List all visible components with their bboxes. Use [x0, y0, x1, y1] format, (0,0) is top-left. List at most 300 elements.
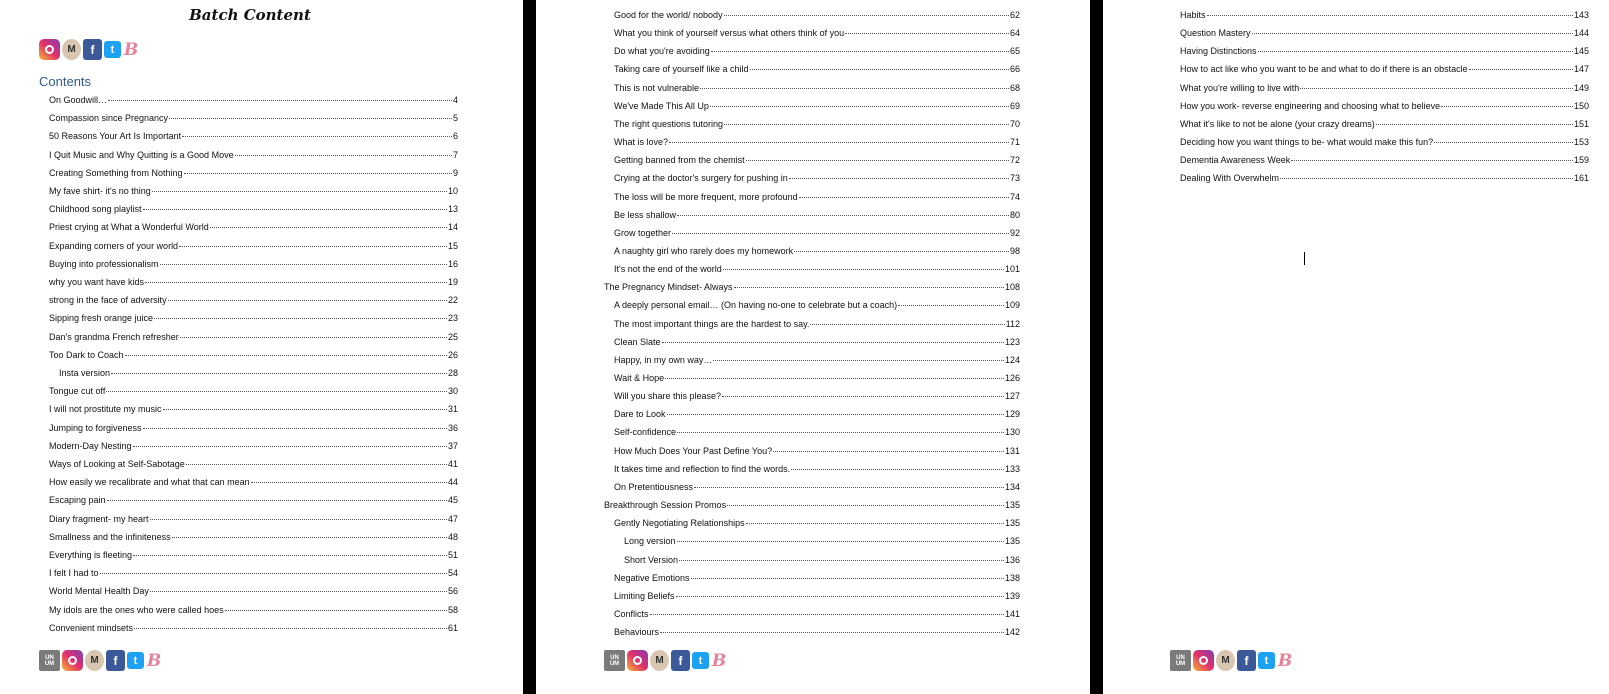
toc-entry-page-number: 145 [1573, 46, 1589, 57]
toc-leader-dots [679, 560, 1004, 561]
unum-icon[interactable] [1170, 650, 1191, 671]
toc-entry-title: What you think of yourself versus what others think of you [614, 28, 845, 39]
toc-entry[interactable] [49, 458, 458, 470]
unum-label-top: UN [1176, 654, 1185, 661]
toc-entry[interactable] [614, 100, 1020, 112]
mailchimp-icon[interactable]: M [85, 650, 104, 671]
toc-entry[interactable] [49, 513, 458, 525]
toc-entry[interactable] [1180, 172, 1589, 184]
toc-entry[interactable] [49, 130, 458, 142]
toc-entry-title: The Pregnancy Mindset- Always [604, 282, 733, 293]
toc-entry[interactable] [614, 9, 1020, 21]
toc-entry-page-number: 92 [1009, 227, 1020, 238]
toc-entry-title: Insta version [59, 368, 111, 378]
toc-entry-page-number: 9 [452, 167, 458, 178]
toc-entry-title: Question Mastery [1180, 28, 1251, 39]
toc-entry-page-number: 41 [447, 459, 458, 469]
toc-entry-title: How to act like who you want to be and what to do if there is an obstacle [1180, 64, 1468, 75]
unum-label-top: UN [45, 654, 54, 661]
toc-leader-dots [694, 487, 1004, 488]
toc-entry-title: Convenient mindsets [49, 622, 134, 633]
toc-entry[interactable] [49, 276, 458, 288]
toc-entry-title: Habits [1180, 10, 1206, 20]
toc-entry-page-number: 142 [1004, 627, 1020, 638]
toc-entry[interactable] [1180, 27, 1589, 39]
toc-entry[interactable] [49, 349, 458, 361]
toc-entry[interactable] [1180, 63, 1589, 75]
toc-entry-title: This is not vulnerable [614, 82, 700, 93]
toc-entry-title: Self-confidence [614, 427, 677, 438]
toc-leader-dots [746, 523, 1004, 524]
unum-label-bottom: UM [609, 660, 620, 667]
toc-entry-page-number: 19 [447, 277, 458, 287]
twitter-icon[interactable]: t [104, 41, 121, 58]
unum-label-bottom: UM [1175, 660, 1186, 667]
toc-entry-page-number: 23 [447, 313, 458, 324]
toc-leader-dots [1300, 88, 1573, 89]
toc-entry-page-number: 129 [1004, 409, 1020, 420]
toc-entry-title: Smallness and the infiniteness [49, 531, 171, 542]
toc-entry[interactable] [49, 167, 458, 179]
toc-entry[interactable] [614, 118, 1020, 130]
toc-entry[interactable] [614, 27, 1020, 39]
toc-entry-page-number: 6 [452, 131, 458, 142]
toc-entry-title: It takes time and reflection to find the words. [614, 463, 791, 474]
toc-entry-page-number: 143 [1573, 10, 1589, 20]
toc-entry-title: World Mental Health Day [49, 586, 149, 597]
toc-entry[interactable] [614, 481, 1020, 493]
toc-leader-dots [810, 324, 1004, 325]
toc-leader-dots [150, 519, 447, 520]
toc-entry-title: Breakthrough Session Promos [604, 500, 727, 511]
instagram-icon[interactable] [1193, 650, 1214, 671]
toc-entry[interactable] [49, 440, 458, 452]
toc-entry[interactable] [49, 422, 458, 434]
unum-icon[interactable] [39, 650, 60, 671]
unum-icon[interactable] [604, 650, 625, 671]
toc-entry[interactable] [614, 82, 1020, 94]
toc-entry-title: Diary fragment- my heart [49, 513, 149, 524]
toc-entry[interactable] [49, 258, 458, 270]
toc-leader-dots [235, 155, 452, 156]
toc-entry-page-number: 139 [1004, 590, 1020, 601]
toc-leader-dots [723, 269, 1004, 270]
toc-entry-title: Childhood song playlist [49, 204, 142, 215]
blog-icon[interactable]: B [123, 39, 139, 60]
document-page-3 [1103, 0, 1609, 694]
toc-entry[interactable] [1180, 45, 1589, 57]
toc-entry-page-number: 54 [447, 568, 458, 579]
toc-entry-page-number: 47 [447, 513, 458, 524]
toc-entry-page-number: 135 [1004, 518, 1020, 529]
toc-entry-title: Priest crying at What a Wonderful World [49, 222, 209, 233]
toc-entry-title: Taking care of yourself like a child [614, 64, 749, 75]
toc-entry[interactable] [49, 112, 458, 124]
toc-entry-page-number: 153 [1573, 137, 1589, 148]
toc-entry[interactable] [49, 403, 458, 415]
toc-entry-page-number: 101 [1004, 264, 1020, 275]
toc-entry-page-number: 31 [447, 404, 458, 415]
toc-entry-title: Creating Something from Nothing [49, 167, 183, 178]
toc-entry-title: I felt I had to [49, 568, 99, 579]
toc-entry[interactable] [49, 476, 458, 488]
toc-leader-dots [107, 500, 447, 501]
toc-leader-dots [691, 578, 1004, 579]
toc-entry-title: A naughty girl who rarely does my homework [614, 245, 794, 256]
toc-entry-page-number: 68 [1009, 82, 1020, 93]
toc-entry-title: Dare to Look [614, 409, 666, 420]
toc-entry-title: The loss will be more frequent, more profound [614, 191, 798, 202]
toc-entry-page-number: 62 [1009, 10, 1020, 20]
toc-leader-dots [160, 264, 447, 265]
toc-leader-dots [677, 215, 1009, 216]
blog-icon[interactable]: B [146, 650, 162, 671]
toc-entry-page-number: 26 [447, 349, 458, 360]
toc-entry[interactable] [49, 240, 458, 252]
toc-leader-dots [134, 628, 447, 629]
toc-entry-title: We've Made This All Up [614, 100, 709, 111]
toc-entry-title: Escaping pain [49, 495, 106, 506]
toc-entry[interactable] [614, 390, 1020, 402]
toc-entry[interactable] [1180, 9, 1589, 21]
toc-entry-page-number: 161 [1573, 173, 1589, 184]
facebook-icon[interactable]: f [83, 39, 102, 60]
toc-leader-dots [713, 360, 1004, 361]
toc-entry[interactable] [49, 531, 458, 543]
toc-entry-page-number: 48 [447, 531, 458, 542]
toc-entry-page-number: 136 [1004, 554, 1020, 565]
toc-entry-title: Negative Emotions [614, 572, 690, 583]
toc-leader-dots [210, 227, 447, 228]
toc-entry[interactable] [49, 585, 458, 597]
toc-entry[interactable] [614, 354, 1020, 366]
toc-entry[interactable] [49, 331, 458, 343]
toc-entry-title: Happy, in my own way… [614, 354, 713, 365]
toc-entry-title: why you want have kids [49, 277, 145, 287]
social-icons-footer [39, 650, 162, 671]
toc-entry[interactable] [614, 63, 1020, 75]
header-title: Batch Content [189, 6, 311, 24]
toc-entry-title: Everything is fleeting [49, 550, 133, 560]
toc-leader-dots [168, 300, 447, 301]
toc-entry-title: What you're willing to live with [1180, 82, 1300, 93]
toc-entry[interactable] [1180, 100, 1589, 112]
blog-icon[interactable]: B [711, 650, 727, 671]
toc-entry-page-number: 51 [447, 550, 458, 560]
toc-entry-page-number: 66 [1009, 64, 1020, 75]
toc-entry-page-number: 151 [1573, 118, 1589, 129]
toc-entry-title: Wait & Hope [614, 373, 665, 383]
toc-entry-title: Behaviours [614, 627, 660, 638]
toc-leader-dots [660, 632, 1004, 633]
toc-entry[interactable] [614, 426, 1020, 438]
toc-entry[interactable] [49, 185, 458, 197]
toc-entry-page-number: 141 [1004, 608, 1020, 619]
toc-leader-dots [1207, 15, 1573, 16]
facebook-icon[interactable]: f [1237, 650, 1256, 671]
toc-entry[interactable] [614, 336, 1020, 348]
toc-entry-page-number: 138 [1004, 572, 1020, 583]
toc-entry-title: Buying into professionalism [49, 258, 159, 269]
toc-leader-dots [700, 88, 1009, 89]
toc-entry[interactable] [49, 312, 458, 324]
toc-leader-dots [773, 451, 1004, 452]
toc-entry[interactable] [624, 554, 1020, 566]
toc-entry-title: 50 Reasons Your Art Is Important [49, 131, 182, 142]
toc-leader-dots [125, 355, 447, 356]
twitter-icon[interactable]: t [1258, 652, 1275, 669]
toc-leader-dots [677, 432, 1004, 433]
toc-entry-page-number: 5 [452, 113, 458, 124]
toc-entry[interactable] [614, 372, 1020, 384]
toc-entry-page-number: 45 [447, 495, 458, 506]
toc-entry[interactable] [59, 367, 458, 379]
toc-entry-title: strong in the face of adversity [49, 295, 167, 306]
toc-entry-title: It's not the end of the world [614, 264, 722, 275]
toc-leader-dots [133, 446, 447, 447]
toc-entry-page-number: 16 [447, 258, 458, 269]
toc-entry[interactable] [604, 499, 1020, 511]
toc-leader-dots [106, 391, 447, 392]
toc-entry-page-number: 65 [1009, 46, 1020, 57]
toc-entry[interactable] [614, 245, 1020, 257]
toc-entry[interactable] [614, 626, 1020, 638]
toc-entry-page-number: 14 [447, 222, 458, 233]
toc-entry[interactable] [49, 549, 458, 561]
toc-entry[interactable] [614, 227, 1020, 239]
toc-entry[interactable] [614, 263, 1020, 275]
toc-entry-page-number: 108 [1004, 282, 1020, 293]
toc-entry-page-number: 131 [1004, 445, 1020, 456]
toc-entry[interactable] [614, 136, 1020, 148]
instagram-icon[interactable] [62, 650, 83, 671]
toc-leader-dots [108, 100, 452, 101]
toc-entry-title: Deciding how you want things to be- what would make this fun? [1180, 137, 1434, 148]
toc-entry[interactable] [1180, 82, 1589, 94]
toc-leader-dots [746, 160, 1009, 161]
toc-entry[interactable] [49, 94, 458, 106]
toc-entry-title: I will not prostitute my music [49, 404, 162, 415]
toc-leader-dots [1291, 160, 1573, 161]
contents-heading: Contents [39, 74, 92, 89]
toc-entry-page-number: 98 [1009, 245, 1020, 256]
toc-entry-title: The most important things are the hardest to say. [614, 318, 810, 329]
toc-entry-page-number: 73 [1009, 173, 1020, 184]
toc-entry-page-number: 130 [1004, 427, 1020, 438]
toc-leader-dots [789, 178, 1009, 179]
toc-leader-dots [169, 118, 452, 119]
toc-entry[interactable] [49, 622, 458, 634]
toc-entry[interactable] [614, 299, 1020, 311]
toc-entry-title: On Pretentiousness [614, 481, 694, 492]
toc-entry-title: Do what you're avoiding [614, 46, 710, 57]
toc-entry-title: Too Dark to Coach [49, 349, 124, 360]
toc-entry-title: Expanding corners of your world [49, 240, 179, 251]
toc-leader-dots [152, 191, 447, 192]
toc-entry-title: What is love? [614, 137, 669, 148]
toc-leader-dots [143, 209, 447, 210]
toc-leader-dots [711, 51, 1009, 52]
toc-entry[interactable] [604, 281, 1020, 293]
toc-entry-page-number: 80 [1009, 209, 1020, 220]
toc-entry[interactable] [614, 463, 1020, 475]
toc-leader-dots [1280, 178, 1573, 179]
toc-entry-page-number: 4 [452, 95, 458, 105]
toc-leader-dots [251, 482, 447, 483]
toc-entry-page-number: 134 [1004, 481, 1020, 492]
toc-entry-title: Grow together [614, 227, 672, 238]
toc-leader-dots [727, 505, 1004, 506]
mailchimp-icon[interactable]: M [650, 650, 669, 671]
toc-leader-dots [750, 69, 1009, 70]
toc-leader-dots [154, 318, 447, 319]
toc-entry-title: On Goodwill… [49, 95, 108, 105]
toc-entry-title: Modern-Day Nesting [49, 440, 132, 451]
document-page-1 [0, 0, 523, 694]
toc-entry-page-number: 70 [1009, 118, 1020, 129]
toc-leader-dots [710, 106, 1009, 107]
social-icons-footer [604, 650, 727, 671]
toc-leader-dots [672, 233, 1009, 234]
toc-entry-title: Will you share this please? [614, 391, 722, 402]
toc-leader-dots [791, 469, 1004, 470]
toc-entry[interactable] [614, 191, 1020, 203]
toc-leader-dots [1441, 106, 1573, 107]
twitter-icon[interactable]: t [692, 652, 709, 669]
instagram-icon[interactable] [627, 650, 648, 671]
toc-entry[interactable] [1180, 154, 1589, 166]
toc-leader-dots [724, 15, 1009, 16]
toc-entry-page-number: 22 [447, 295, 458, 306]
toc-leader-dots [794, 251, 1009, 252]
toc-entry-title: Getting banned from the chemist [614, 155, 745, 166]
toc-entry-page-number: 25 [447, 331, 458, 342]
toc-entry-title: The right questions tutoring [614, 118, 724, 129]
toc-entry-page-number: 72 [1009, 155, 1020, 166]
toc-leader-dots [182, 136, 452, 137]
toc-entry[interactable] [614, 608, 1020, 620]
toc-entry-page-number: 69 [1009, 100, 1020, 111]
toc-entry[interactable] [49, 294, 458, 306]
toc-entry-page-number: 124 [1004, 354, 1020, 365]
toc-entry-title: Sipping fresh orange juice [49, 313, 154, 324]
toc-entry-page-number: 37 [447, 440, 458, 451]
toc-entry-title: Good for the world/ nobody [614, 10, 723, 20]
facebook-icon[interactable]: f [106, 650, 125, 671]
toc-entry-page-number: 74 [1009, 191, 1020, 202]
toc-entry-title: My idols are the ones who were called hoes [49, 604, 224, 615]
document-page-2 [536, 0, 1090, 694]
toc-entry-title: How easily we recalibrate and what that can mean [49, 477, 250, 488]
facebook-icon[interactable]: f [671, 650, 690, 671]
toc-entry[interactable] [614, 572, 1020, 584]
toc-entry-title: Conflicts [614, 608, 649, 619]
toc-leader-dots [163, 409, 447, 410]
toc-entry-page-number: 64 [1009, 28, 1020, 39]
toc-entry-title: Dealing With Overwhelm [1180, 173, 1280, 184]
toc-entry[interactable] [614, 318, 1020, 330]
toc-entry-title: Having Distinctions [1180, 46, 1257, 57]
toc-entry[interactable] [1180, 136, 1589, 148]
toc-entry[interactable] [49, 567, 458, 579]
toc-entry-page-number: 30 [447, 386, 458, 397]
toc-entry[interactable] [614, 172, 1020, 184]
toc-entry[interactable] [614, 154, 1020, 166]
toc-entry-title: I Quit Music and Why Quitting is a Good Move [49, 149, 234, 160]
toc-entry-page-number: 144 [1573, 28, 1589, 39]
toc-leader-dots [179, 246, 447, 247]
blog-icon[interactable]: B [1277, 650, 1293, 671]
unum-label-bottom: UM [44, 660, 55, 667]
toc-entry[interactable] [624, 535, 1020, 547]
toc-leader-dots [180, 337, 447, 338]
toc-entry-title: Tongue cut off [49, 386, 106, 397]
toc-leader-dots [1258, 51, 1573, 52]
toc-entry[interactable] [1180, 118, 1589, 130]
mailchimp-icon[interactable]: M [62, 39, 81, 60]
toc-entry-title: Short Version [624, 554, 679, 565]
toc-entry[interactable] [49, 494, 458, 506]
toc-entry-title: Compassion since Pregnancy [49, 113, 169, 124]
toc-leader-dots [143, 428, 447, 429]
toc-entry-page-number: 71 [1009, 137, 1020, 148]
toc-entry-title: Crying at the doctor's surgery for pushing in [614, 173, 788, 184]
toc-entry-title: Dementia Awareness Week [1180, 155, 1291, 166]
toc-entry[interactable] [614, 590, 1020, 602]
toc-entry[interactable] [49, 149, 458, 161]
toc-entry-title: Ways of Looking at Self-Sabotage [49, 459, 185, 469]
toc-leader-dots [1252, 33, 1573, 34]
toc-entry-title: Long version [624, 536, 676, 547]
toc-entry[interactable] [614, 45, 1020, 57]
toc-entry-page-number: 56 [447, 586, 458, 597]
twitter-icon[interactable]: t [127, 652, 144, 669]
toc-entry[interactable] [614, 408, 1020, 420]
toc-entry-title: What it's like to not be alone (your crazy dreams) [1180, 118, 1375, 129]
toc-leader-dots [186, 464, 447, 465]
toc-entry[interactable] [49, 221, 458, 233]
toc-entry-page-number: 127 [1004, 391, 1020, 402]
toc-entry[interactable] [49, 203, 458, 215]
toc-entry-page-number: 15 [447, 240, 458, 251]
toc-leader-dots [1376, 124, 1573, 125]
toc-entry[interactable] [49, 604, 458, 616]
mailchimp-icon[interactable]: M [1216, 650, 1235, 671]
toc-leader-dots [724, 124, 1009, 125]
instagram-icon[interactable] [39, 39, 60, 60]
toc-leader-dots [650, 614, 1004, 615]
toc-entry-page-number: 7 [452, 149, 458, 160]
toc-entry-title: How you work- reverse engineering and choosing what to believe [1180, 100, 1441, 111]
toc-entry[interactable] [614, 517, 1020, 529]
toc-entry-page-number: 135 [1004, 536, 1020, 547]
toc-entry-page-number: 61 [447, 622, 458, 633]
toc-entry-page-number: 44 [447, 477, 458, 488]
toc-leader-dots [1434, 142, 1573, 143]
toc-entry[interactable] [614, 209, 1020, 221]
toc-entry-title: Clean Slate [614, 336, 661, 347]
toc-entry-title: A deeply personal email… (On having no-one to celebrate but a coach) [614, 300, 898, 311]
toc-entry-title: Gently Negotiating Relationships [614, 518, 745, 529]
toc-entry-page-number: 133 [1004, 463, 1020, 474]
toc-entry[interactable] [49, 385, 458, 397]
toc-leader-dots [145, 282, 447, 283]
toc-entry[interactable] [614, 445, 1020, 457]
toc-entry-title: Dan's grandma French refresher [49, 331, 179, 342]
toc-leader-dots [799, 197, 1009, 198]
toc-leader-dots [669, 142, 1009, 143]
toc-entry-page-number: 112 [1005, 318, 1020, 329]
